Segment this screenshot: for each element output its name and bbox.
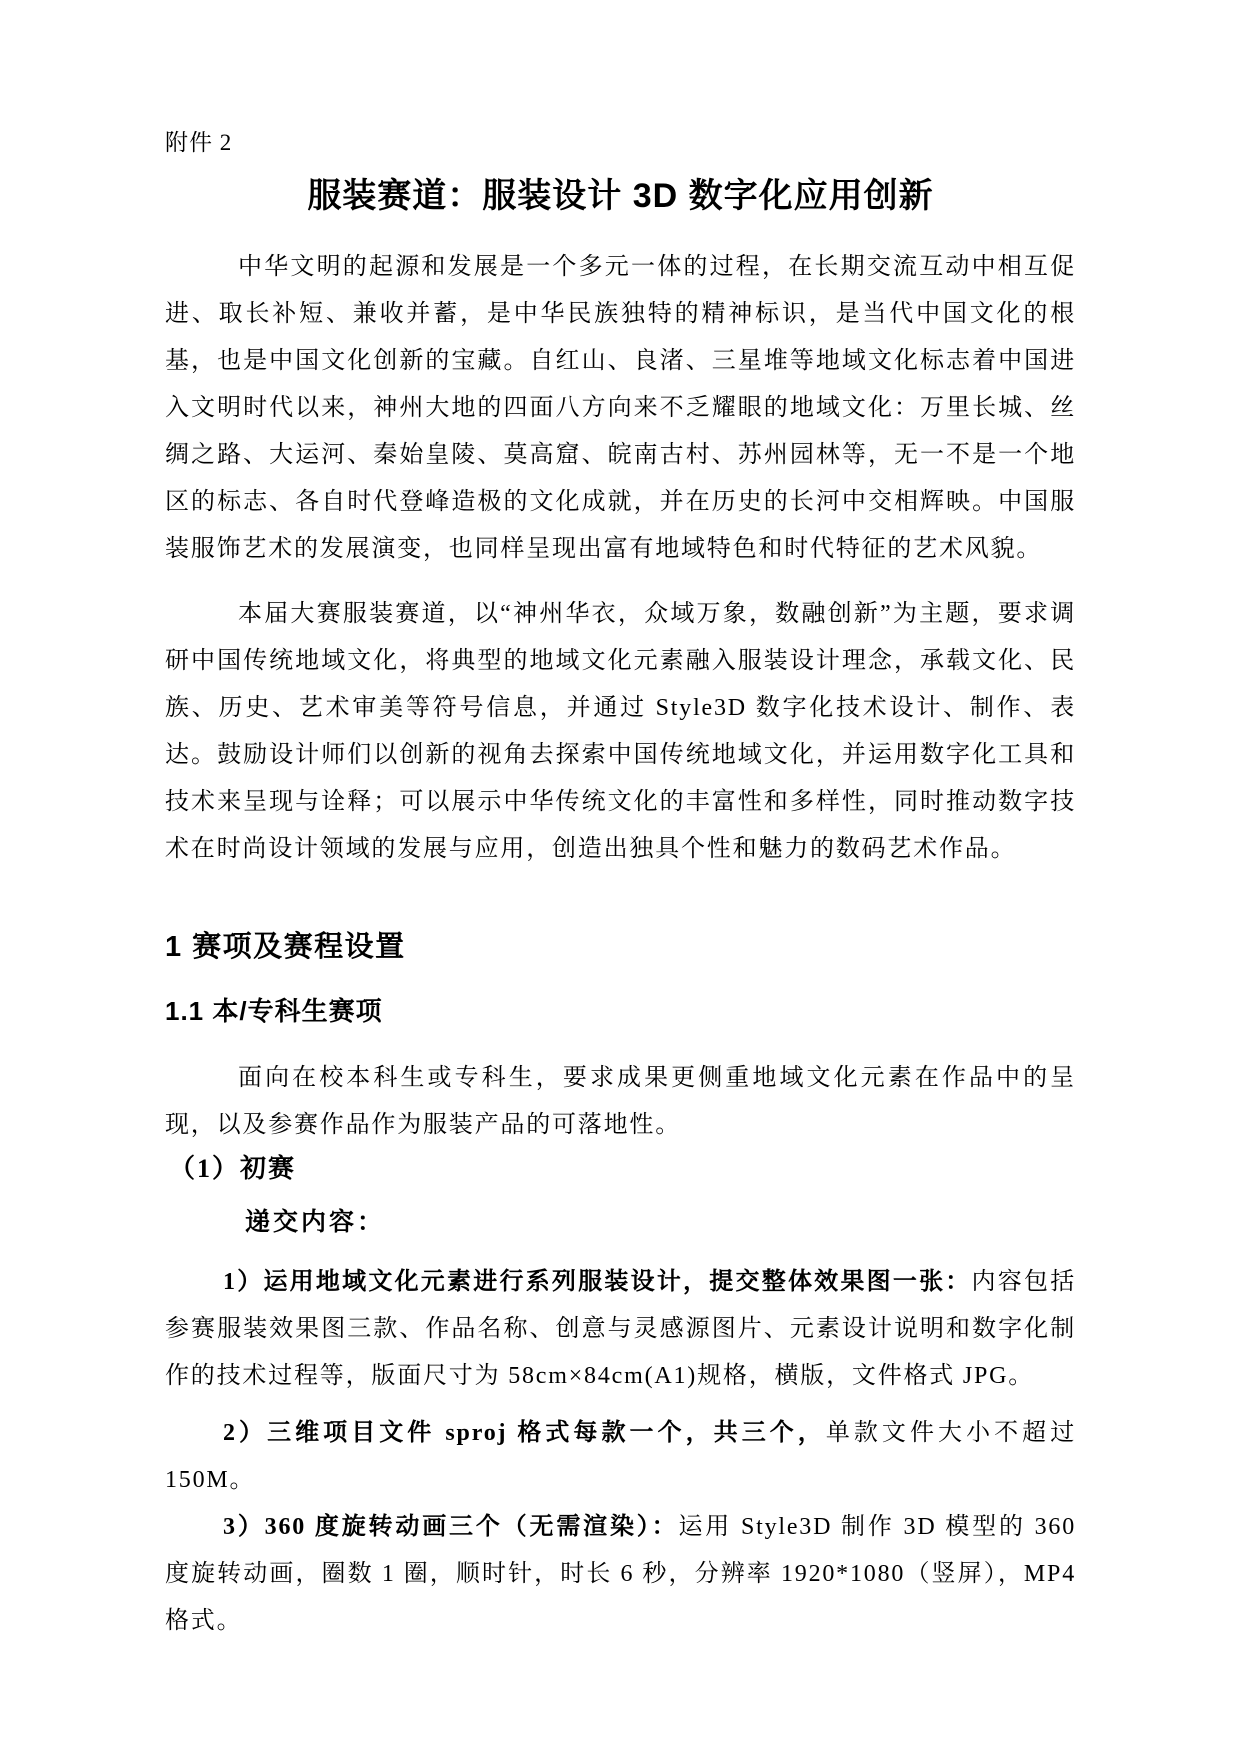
submit-content-heading: 递交内容：: [245, 1209, 386, 1236]
section-1-heading: 1 赛项及赛程设置: [165, 931, 406, 963]
submit-item-2-lead: 2）三维项目文件 sproj 格式每款一个，共三个，: [223, 1420, 826, 1446]
submit-item-1: [165, 1259, 1076, 1400]
submit-item-1-body: 内容包括参赛服装效果图三款、作品名称、创意与灵感源图片、元素设计说明和数字化制作的技术过程等，版面尺寸为 58cm×84cm(A1)规格，横版，文件格式 JPG。: [165, 1269, 1077, 1389]
intro-paragraph-2: 本届大赛服装赛道，以“神州华衣，众域万象，数融创新”为主题，要求调研中国传统地域文化，将典型的地域文化元素融入服装设计理念，承载文化、民族、历史、艺术审美等符号信息，并通过 Style3D 数字化技术设计、制作、表达。鼓励设计师们以创新的视角去探索中国传统地域文化，并运用数字化工具和技术来呈现与诠释；可以展示中华传统文化的丰富性和多样性，同时推动数字技术在时尚设计领域的发展与应用，创造出独具个性和魅力的数码艺术作品。: [165, 601, 1076, 862]
stage-preliminary-heading: （1）初赛: [169, 1154, 297, 1183]
section-1-1-intro: 面向在校本科生或专科生，要求成果更侧重地域文化元素在作品中的呈现，以及参赛作品作为服装产品的可落地性。: [165, 1065, 1076, 1138]
document-title: 服装赛道：服装设计 3D 数字化应用创新: [307, 177, 934, 215]
submit-item-1-lead: 1）运用地域文化元素进行系列服装设计，提交整体效果图一张：: [223, 1269, 972, 1295]
submit-item-3: [165, 1504, 1076, 1645]
submit-item-3-lead: 3）360 度旋转动画三个（无需渲染）：: [223, 1514, 679, 1540]
submit-item-3-body: 运用 Style3D 制作 3D 模型的 360 度旋转动画，圈数 1 圈，顺时针，时长 6 秒，分辨率 1920*1080（竖屏），MP4 格式。: [165, 1514, 1076, 1634]
section-1-1-heading: 1.1 本/专科生赛项: [165, 996, 383, 1026]
intro-paragraph-1: 中华文明的起源和发展是一个多元一体的过程，在长期交流互动中相互促进、取长补短、兼收并蓄，是中华民族独特的精神标识，是当代中国文化的根基，也是中国文化创新的宝藏。自红山、良渚、三星堆等地域文化标志着中国进入文明时代以来，神州大地的四面八方向来不乏耀眼的地域文化：万里长城、丝绸之路、大运河、秦始皇陵、莫高窟、皖南古村、苏州园林等，无一不是一个地区的标志、各自时代登峰造极的文化成就，并在历史的长河中交相辉映。中国服装服饰艺术的发展演变，也同样呈现出富有地域特色和时代特征的艺术风貌。: [165, 254, 1076, 562]
attachment-label: 附件 2: [165, 130, 233, 155]
submit-item-2: [165, 1410, 1076, 1504]
submit-item-2-body: 单款文件大小不超过 150M。: [165, 1420, 1077, 1493]
